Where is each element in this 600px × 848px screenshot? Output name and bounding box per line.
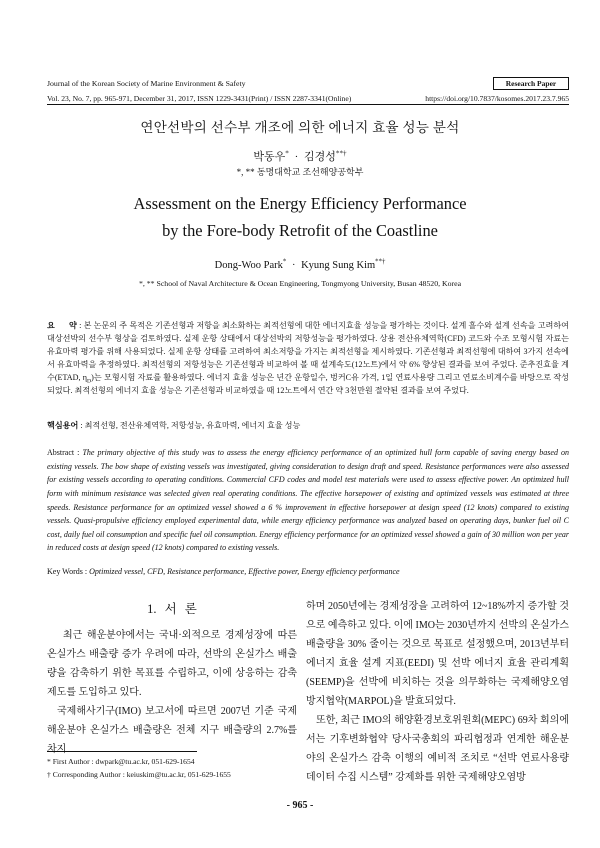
english-abstract — [47, 446, 569, 555]
affiliation-text: 동명대학교 조선해양공학부 — [256, 167, 364, 177]
body-right-column — [306, 597, 569, 787]
english-keywords-text: Optimized vessel, CFD, Resistance performance, Effective power, Energy efficiency performance — [89, 566, 400, 576]
body-paragraph: 하며 2050년에는 경제성장을 고려하여 12~18%까지 증가할 것으로 예측하고 있다. 이에 IMO는 2030년까지 선박의 온실가스 배출량을 30% 줄이는 것으로 목표로 설정했으며, 2013년부터 에너지 효율 설계 지표(EEDI) 및 선박 에너지 효율 관리계획(SEEMP)을 선박에 비치하는 것을 의무화하는 국제해양오염방지협약(MARPOL)을 발효되었다. — [306, 600, 569, 707]
footnote-corresponding-author: † Corresponding Author : keiuskim@tu.ac.kr, 051-629-1655 — [47, 769, 231, 779]
article-type-badge: Research Paper — [493, 77, 569, 90]
korean-keywords-label: 핵심용어 — [47, 420, 79, 430]
eta-subscript: D — [87, 378, 92, 385]
author-name: Kyung Sung Kim — [301, 260, 376, 271]
affiliation-marks: *, ** — [138, 279, 155, 288]
page-number: - 965 - — [286, 800, 314, 811]
author-separator: · — [291, 260, 296, 271]
volume-info: Vol. 23, No. 7, pp. 965-971, December 31, 2017, ISSN 1229-3431(Print) / ISSN 2287-3341(Online) — [47, 93, 352, 103]
english-affiliation — [0, 278, 600, 290]
english-keywords-separator: : — [84, 566, 88, 576]
body-paragraph: 또한, 최근 IMO의 해양환경보호위원회(MEPC) 69차 회의에서는 기후변화협약 당사국총회의 파리협정과 연계한 해운분야의 온실가스 감축 이행의 예비적 조치로 “선박 연료사용량 데이터 수집 시스템” 강제화를 위한 국제해양오염방 — [306, 714, 569, 783]
korean-abstract-text-continued: )는 모형시험 자료를 활용하였다. 에너지 효율 성능은 년간 운항일수, 벙커C유 가격, 1일 연료사용량 그리고 연료소비계수를 바탕으로 작성되었다. 최적선형의 에너지 효율 성능은 기존선형과 비교하였을 때 12노트에서 연간 약 3천만원 절약된 결과를 보여 주었다. — [47, 373, 569, 396]
volume-line — [47, 93, 569, 104]
korean-keywords-separator: : — [80, 420, 83, 430]
english-title — [0, 190, 600, 244]
english-keywords-label: Key Words — [47, 566, 83, 576]
doi-link[interactable]: https://doi.org/10.7837/kosomes.2017.23.7.965 — [425, 93, 569, 103]
header-divider — [47, 104, 569, 105]
body-left-column — [47, 626, 297, 759]
english-title-line: Assessment on the Energy Efficiency Performance — [133, 193, 467, 213]
footnote-divider — [47, 751, 197, 752]
journal-name: Journal of the Korean Society of Marine Environment & Safety — [47, 79, 246, 88]
korean-abstract-separator: : — [79, 320, 82, 330]
author-mark: * — [282, 258, 287, 266]
body-paragraph: 최근 해운분야에서는 국내·외적으로 경제성장에 따른 온실가스 배출량 증가 우려에 따라, 선박의 온실가스 배출량을 감축하기 위한 목표를 수립하고, 이에 상응하는 감축 제도를 도입하고 있다. — [47, 629, 297, 698]
affiliation-marks: *, ** — [236, 167, 255, 177]
english-title-line: by the Fore-body Retrofit of the Coastline — [162, 220, 438, 240]
author-name: Dong-Woo Park — [214, 260, 283, 271]
korean-abstract-label: 요 약 — [47, 320, 77, 330]
author-mark: **† — [335, 149, 347, 158]
korean-abstract-text: 본 논문의 주 목적은 기존선형과 저항을 최소화하는 최적선형에 대한 에너지효율 성능을 평가하는 것이다. 설계 흘수와 설계 선속을 고려하여 대상선박의 선수부 형상을 검토하였다. 실제 운항 상태에서 대상선박의 저항성능을 평가하였다. 상용 전산유체역학(CFD) 코드와 수조 모형시험 자료는 유효마력 평가를 위해 사용되었다. 실제 운항 상태를 고려하여 최소저항을 가지는 최적선형을 제시하였다. 기존선형과 최적선형에 대하여 3가지 선속에서 유효마력을 추정하였다. 최적선형의 저항성능은 기존선형과 비교하여 볼 때 설계속도(12노트)에서 약 6% 향상된 결과를 보여 주었다. 준추진효율 계수(ETAD, η — [47, 320, 569, 383]
korean-title: 연안선박의 선수부 개조에 의한 에너지 효율 성능 분석 — [140, 120, 460, 135]
author-mark: **† — [375, 258, 386, 266]
english-keywords — [47, 565, 569, 578]
footnotes — [47, 756, 297, 781]
affiliation-text: School of Naval Architecture & Ocean Engineering, Tongmyong University, Busan 48520, Korea — [156, 279, 462, 288]
author-name: 박동우 — [253, 151, 286, 163]
korean-authors — [0, 150, 600, 164]
korean-keywords-text: 최적선형, 전산유체역학, 저항성능, 유효마력, 에너지 효율 성능 — [84, 420, 301, 430]
korean-affiliation — [0, 166, 600, 178]
author-separator: · — [294, 151, 299, 163]
section-heading: 1. 서 론 — [147, 602, 197, 616]
body-paragraph: 국제해사기구(IMO) 보고서에 따르면 2007년 기준 국제해운분야 온실가스 배출량은 전체 지구 배출량의 2.7%를 차지 — [47, 705, 297, 755]
author-mark: * — [285, 149, 289, 158]
english-authors — [0, 259, 600, 273]
author-name: 김경성 — [304, 151, 336, 163]
korean-keywords — [47, 419, 569, 432]
english-abstract-text: The primary objective of this study was to assess the energy efficiency performance of an optimized hull form capable of saving energy based on existing vessels. The bow shape of existing vessels was investigated, giving consideration to design draft and speed. Resistance performances were also assessed for existing vessels according to operating conditions. Commercial CFD codes and model test materials were used to assess effective power. An optimized hull form with minimum resistance was selected given real operating conditions. The effective horsepower of existing and optimized vessels was estimated at three speeds. Resistance performance for an optimized vessel showed a 6 % improvement in effective horsepower at design speed (12 knots) compared to existing vessels. Quasi-propulsive efficiency employed experimental data, while energy efficiency performance was analyzed based on operating days, bunker fuel oil C cost, daily fuel oil consumption and specific fuel oil consumption. Energy efficiency performance for an optimized vessel showed a gain of 30 million won per year in reduced costs at design speed (12 knots) compared to existing vessels. — [47, 448, 570, 553]
korean-abstract — [47, 319, 569, 398]
english-abstract-separator: : — [77, 448, 80, 458]
english-abstract-label: Abstract — [47, 448, 75, 458]
footnote-first-author: * First Author : dwpark@tu.ac.kr, 051-629-1654 — [47, 757, 195, 766]
